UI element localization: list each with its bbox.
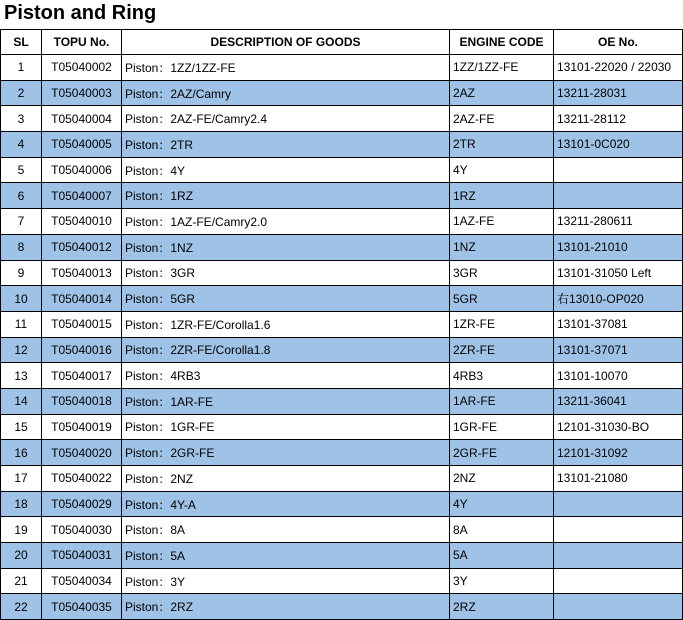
cell-description: Piston：4Y-A xyxy=(122,491,450,517)
cell-oe-no: 13101-0C020 xyxy=(554,132,683,158)
cell-oe-no: 12101-31092 xyxy=(554,440,683,466)
cell-engine-code: 4RB3 xyxy=(450,363,554,389)
cell-sl: 21 xyxy=(1,568,42,594)
cell-oe-no: 13211-36041 xyxy=(554,388,683,414)
cell-topu-no: T05040035 xyxy=(42,594,122,620)
table-row xyxy=(1,414,683,440)
cell-oe-no: 13101-21010 xyxy=(554,234,683,260)
cell-sl: 17 xyxy=(1,466,42,492)
cell-topu-no: T05040015 xyxy=(42,311,122,337)
cell-topu-no: T05040004 xyxy=(42,106,122,132)
cell-sl: 4 xyxy=(1,132,42,158)
cell-engine-code: 1NZ xyxy=(450,234,554,260)
table-row xyxy=(1,209,683,235)
cell-description: Piston：1NZ xyxy=(122,234,450,260)
cell-description: Piston：3Y xyxy=(122,568,450,594)
table-row xyxy=(1,157,683,183)
cell-description: Piston：2AZ/Camry xyxy=(122,80,450,106)
cell-sl: 3 xyxy=(1,106,42,132)
cell-description: Piston：1AR-FE xyxy=(122,388,450,414)
cell-engine-code: 5A xyxy=(450,543,554,569)
cell-topu-no: T05040013 xyxy=(42,260,122,286)
cell-oe-no xyxy=(554,568,683,594)
cell-oe-no: 13101-10070 xyxy=(554,363,683,389)
cell-engine-code: 2GR-FE xyxy=(450,440,554,466)
cell-description: Piston：1ZZ/1ZZ-FE xyxy=(122,55,450,81)
cell-sl: 12 xyxy=(1,337,42,363)
table-row xyxy=(1,183,683,209)
cell-sl: 18 xyxy=(1,491,42,517)
cell-topu-no: T05040030 xyxy=(42,517,122,543)
cell-topu-no: T05040012 xyxy=(42,234,122,260)
cell-oe-no: 13211-28031 xyxy=(554,80,683,106)
table-row xyxy=(1,337,683,363)
cell-sl: 13 xyxy=(1,363,42,389)
cell-description: Piston：1AZ-FE/Camry2.0 xyxy=(122,209,450,235)
table-row xyxy=(1,388,683,414)
cell-topu-no: T05040031 xyxy=(42,543,122,569)
cell-topu-no: T05040014 xyxy=(42,286,122,312)
cell-oe-no: 13101-21080 xyxy=(554,466,683,492)
table-row xyxy=(1,491,683,517)
table-row xyxy=(1,466,683,492)
cell-oe-no: 13101-37071 xyxy=(554,337,683,363)
cell-topu-no: T05040019 xyxy=(42,414,122,440)
cell-sl: 1 xyxy=(1,55,42,81)
cell-sl: 22 xyxy=(1,594,42,620)
cell-description: Piston：4RB3 xyxy=(122,363,450,389)
cell-sl: 5 xyxy=(1,157,42,183)
table-row xyxy=(1,568,683,594)
cell-oe-no: 13211-280611 xyxy=(554,209,683,235)
cell-oe-no xyxy=(554,594,683,620)
cell-description: Piston：3GR xyxy=(122,260,450,286)
table-row xyxy=(1,594,683,620)
cell-topu-no: T05040002 xyxy=(42,55,122,81)
cell-oe-no xyxy=(554,157,683,183)
cell-engine-code: 1RZ xyxy=(450,183,554,209)
cell-engine-code: 8A xyxy=(450,517,554,543)
cell-oe-no: 13101-22020 / 22030 xyxy=(554,55,683,81)
cell-topu-no: T05040022 xyxy=(42,466,122,492)
cell-description: Piston：5GR xyxy=(122,286,450,312)
cell-engine-code: 1ZR-FE xyxy=(450,311,554,337)
cell-engine-code: 1ZZ/1ZZ-FE xyxy=(450,55,554,81)
cell-description: Piston：1ZR-FE/Corolla1.6 xyxy=(122,311,450,337)
cell-description: Piston：2AZ-FE/Camry2.4 xyxy=(122,106,450,132)
cell-engine-code: 5GR xyxy=(450,286,554,312)
cell-description: Piston：1GR-FE xyxy=(122,414,450,440)
table-row xyxy=(1,106,683,132)
cell-engine-code: 1AZ-FE xyxy=(450,209,554,235)
column-header-description: DESCRIPTION OF GOODS xyxy=(122,30,450,55)
cell-topu-no: T05040017 xyxy=(42,363,122,389)
cell-description: Piston：2GR-FE xyxy=(122,440,450,466)
cell-topu-no: T05040029 xyxy=(42,491,122,517)
cell-topu-no: T05040005 xyxy=(42,132,122,158)
cell-engine-code: 2TR xyxy=(450,132,554,158)
cell-description: Piston：2RZ xyxy=(122,594,450,620)
cell-description: Piston：4Y xyxy=(122,157,450,183)
table-row xyxy=(1,132,683,158)
header-row xyxy=(1,30,683,55)
cell-sl: 9 xyxy=(1,260,42,286)
cell-oe-no: 12101-31030-BO xyxy=(554,414,683,440)
cell-oe-no xyxy=(554,517,683,543)
cell-engine-code: 1AR-FE xyxy=(450,388,554,414)
cell-sl: 2 xyxy=(1,80,42,106)
table-row xyxy=(1,286,683,312)
column-header-sl: SL xyxy=(1,30,42,55)
table-row xyxy=(1,363,683,389)
cell-oe-no xyxy=(554,491,683,517)
cell-sl: 8 xyxy=(1,234,42,260)
cell-oe-no: 13211-28112 xyxy=(554,106,683,132)
table-row xyxy=(1,55,683,81)
table-row xyxy=(1,543,683,569)
cell-engine-code: 3GR xyxy=(450,260,554,286)
table-row xyxy=(1,440,683,466)
cell-description: Piston：2ZR-FE/Corolla1.8 xyxy=(122,337,450,363)
cell-engine-code: 3Y xyxy=(450,568,554,594)
cell-sl: 19 xyxy=(1,517,42,543)
cell-oe-no: 13101-37081 xyxy=(554,311,683,337)
cell-sl: 11 xyxy=(1,311,42,337)
column-header-oe-no: OE No. xyxy=(554,30,683,55)
cell-engine-code: 4Y xyxy=(450,491,554,517)
table-row xyxy=(1,517,683,543)
cell-oe-no xyxy=(554,543,683,569)
cell-description: Piston：8A xyxy=(122,517,450,543)
table-row xyxy=(1,260,683,286)
table-row xyxy=(1,234,683,260)
cell-engine-code: 2AZ xyxy=(450,80,554,106)
cell-description: Piston：1RZ xyxy=(122,183,450,209)
table-row xyxy=(1,311,683,337)
cell-oe-no: 右13010-OP020 xyxy=(554,286,683,312)
cell-sl: 10 xyxy=(1,286,42,312)
cell-engine-code: 2NZ xyxy=(450,466,554,492)
cell-topu-no: T05040006 xyxy=(42,157,122,183)
cell-sl: 15 xyxy=(1,414,42,440)
cell-sl: 20 xyxy=(1,543,42,569)
cell-description: Piston：2TR xyxy=(122,132,450,158)
cell-engine-code: 2ZR-FE xyxy=(450,337,554,363)
cell-sl: 14 xyxy=(1,388,42,414)
parts-table xyxy=(0,29,683,620)
cell-topu-no: T05040003 xyxy=(42,80,122,106)
cell-description: Piston：5A xyxy=(122,543,450,569)
cell-topu-no: T05040016 xyxy=(42,337,122,363)
cell-description: Piston：2NZ xyxy=(122,466,450,492)
column-header-engine-code: ENGINE CODE xyxy=(450,30,554,55)
table-row xyxy=(1,80,683,106)
cell-topu-no: T05040020 xyxy=(42,440,122,466)
cell-sl: 7 xyxy=(1,209,42,235)
cell-topu-no: T05040010 xyxy=(42,209,122,235)
cell-topu-no: T05040007 xyxy=(42,183,122,209)
cell-topu-no: T05040018 xyxy=(42,388,122,414)
cell-oe-no: 13101-31050 Left xyxy=(554,260,683,286)
cell-sl: 16 xyxy=(1,440,42,466)
cell-engine-code: 4Y xyxy=(450,157,554,183)
cell-oe-no xyxy=(554,183,683,209)
cell-engine-code: 2RZ xyxy=(450,594,554,620)
cell-engine-code: 1GR-FE xyxy=(450,414,554,440)
cell-engine-code: 2AZ-FE xyxy=(450,106,554,132)
page-title: Piston and Ring xyxy=(4,2,157,24)
column-header-topu-no: TOPU No. xyxy=(42,30,122,55)
cell-sl: 6 xyxy=(1,183,42,209)
cell-topu-no: T05040034 xyxy=(42,568,122,594)
